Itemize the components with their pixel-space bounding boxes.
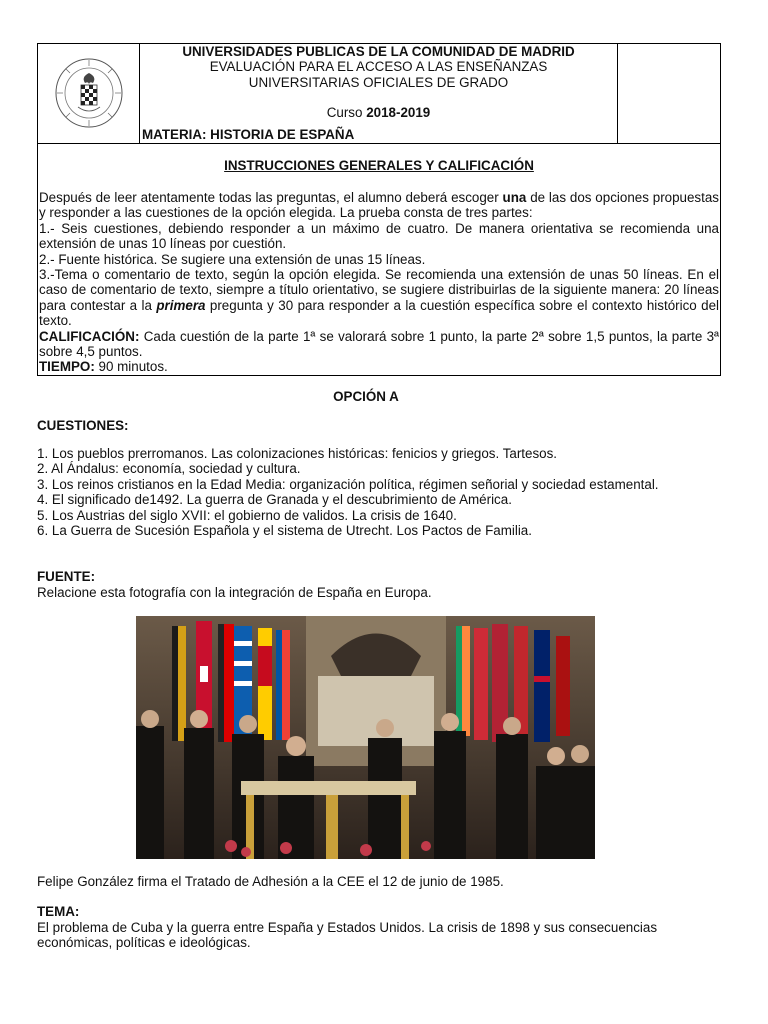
instructions-body (39, 190, 719, 375)
header-evaluation: EVALUACIÓN PARA EL ACCESO A LAS ENSEÑANZAS (209, 59, 548, 74)
header-course (140, 105, 617, 120)
time-text: 90 minutos. (94, 359, 168, 375)
topic-text: El problema de Cuba y la guerra entre España y Estados Unidos. La crisis de 1898 y sus consecuencias económicas, políticas e ideológicas. (37, 920, 658, 951)
instructions-part-2: 2.- Fuente histórica. Se sugiere una extensión de unas 15 líneas. (39, 251, 426, 267)
header-university: UNIVERSIDADES PUBLICAS DE LA COMUNIDAD DE MADRID (182, 44, 575, 59)
photo-illustration (136, 616, 595, 859)
source-instruction: Relacione esta fotografía con la integración de España en Europa. (37, 585, 432, 600)
instructions-title: INSTRUCCIONES GENERALES Y CALIFICACIÓN (224, 158, 534, 173)
subject-title: MATERIA: HISTORIA DE ESPAÑA (142, 127, 355, 142)
part3-text-c: pregunta y 30 para responder a la cuestión específica sobre el contexto histórico del texto. (39, 297, 719, 329)
grading-label: CALIFICACIÓN: (39, 328, 140, 344)
time-line (39, 359, 719, 374)
intro-text-c: de las dos opciones propuestas y responder a las cuestiones de la opción elegida. La prueba consta de tres partes: (39, 190, 719, 221)
intro-text-bold: una (502, 190, 527, 205)
instructions-box (37, 143, 721, 376)
list-item: 3. Los reinos cristianos en la Edad Media: organización política, régimen señorial y sociedad estamental. (37, 476, 659, 492)
course-value: 2018-2019 (366, 105, 431, 120)
instructions-intro (39, 190, 719, 221)
grading-text: Cada cuestión de la parte 1ª se valorará sobre 1 punto, la parte 2ª sobre 1,5 puntos, la parte 3ª sobre 4,5 puntos. (39, 328, 719, 360)
part3-text-a: 3.-Tema o comentario de texto, según la opción elegida. Se recomienda una extensión de unas 50 líneas. En el caso de comentario de texto, siempre a título orientativo, se sugiere distribuirlas de la siguiente manera: 20 líneas para contestar a la (39, 267, 719, 313)
questions-heading: CUESTIONES: (37, 418, 129, 433)
list-item: 1. Los pueblos prerromanos. Las colonizaciones históricas: fenicios y griegos. Tartesos. (37, 446, 558, 461)
blank-cell (617, 44, 720, 143)
option-title: OPCIÓN A (333, 389, 399, 404)
list-item: 5. Los Austrias del siglo XVII: el gobierno de validos. La crisis de 1640. (37, 507, 457, 523)
instructions-part-1: 1.- Seis cuestiones, debiendo responder a un máximo de cuatro. De manera orientativa se recomienda una extensión de unas 10 líneas por cuestión. (39, 220, 719, 252)
university-seal-icon (54, 57, 124, 129)
source-heading: FUENTE: (37, 569, 96, 584)
list-item: 2. Al Ándalus: economía, sociedad y cultura. (37, 461, 301, 477)
list-item: 4. El significado de1492. La guerra de Granada y el descubrimiento de América. (37, 492, 512, 508)
photo-caption: Felipe González firma el Tratado de Adhesión a la CEE el 12 de junio de 1985. (37, 874, 504, 889)
intro-text-a: Después de leer atentamente todas las preguntas, el alumno deberá escoger (39, 190, 503, 205)
header-degrees: UNIVERSITARIAS OFICIALES DE GRADO (248, 75, 509, 90)
grading-line (39, 329, 719, 360)
instructions-part-3 (39, 267, 719, 329)
questions-list (37, 446, 727, 538)
list-item: 6. La Guerra de Sucesión Española y el sistema de Utrecht. Los Pactos de Familia. (37, 523, 532, 539)
header-title-block (140, 44, 617, 143)
treaty-signing-photo (136, 616, 595, 859)
topic-heading: TEMA: (37, 904, 80, 919)
course-label: Curso (326, 105, 363, 120)
part3-text-emph: primera (156, 297, 206, 313)
seal-cell (38, 44, 140, 143)
exam-header-table (37, 43, 721, 144)
time-label: TIEMPO: (39, 359, 95, 375)
